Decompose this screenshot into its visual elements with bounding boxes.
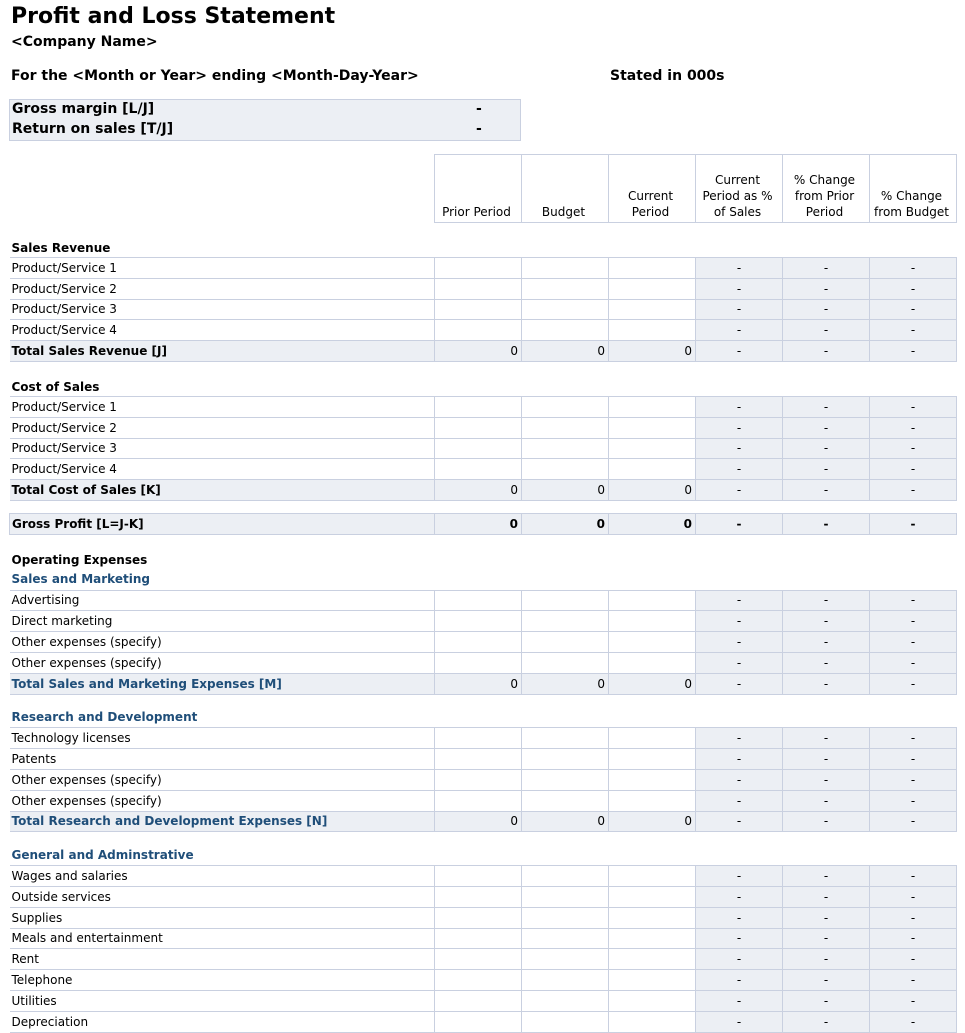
input-cell[interactable] — [435, 299, 522, 320]
input-cell[interactable] — [522, 790, 609, 811]
table-row — [10, 652, 957, 673]
summary-box — [9, 99, 521, 141]
pct-cell: - — [783, 728, 870, 749]
input-cell[interactable] — [609, 728, 696, 749]
input-cell[interactable] — [435, 928, 522, 949]
pct-cell: - — [783, 611, 870, 632]
pct-cell: - — [783, 652, 870, 673]
table-row — [10, 907, 957, 928]
input-cell[interactable] — [522, 928, 609, 949]
table-row — [10, 438, 957, 459]
pct-cell: - — [783, 341, 870, 362]
pct-cell: - — [696, 459, 783, 480]
pct-cell: - — [870, 907, 957, 928]
page-title: Profit and Loss Statement — [11, 4, 336, 29]
row-label[interactable]: Product/Service 2 — [10, 278, 435, 299]
pct-cell: - — [696, 299, 783, 320]
pct-cell: - — [696, 480, 783, 501]
pct-cell: - — [870, 970, 957, 991]
pl-table — [9, 154, 957, 1033]
gross-profit-value: 0 — [609, 513, 696, 534]
pct-cell: - — [783, 480, 870, 501]
table-row — [10, 590, 957, 611]
pct-cell: - — [783, 590, 870, 611]
table-row — [10, 396, 957, 417]
table-row — [10, 278, 957, 299]
input-cell[interactable] — [522, 299, 609, 320]
total-cost-of-sales — [10, 480, 957, 501]
pct-cell: - — [870, 299, 957, 320]
row-label[interactable]: Direct marketing — [10, 611, 435, 632]
table-row — [10, 1011, 957, 1032]
table-row — [10, 632, 957, 653]
input-cell[interactable] — [609, 652, 696, 673]
input-cell[interactable] — [435, 417, 522, 438]
pct-cell: - — [783, 886, 870, 907]
input-cell[interactable] — [609, 417, 696, 438]
pct-cell: - — [783, 811, 870, 832]
subsection-sales-marketing-label: Sales and Marketing — [11, 572, 150, 587]
pct-cell: - — [696, 673, 783, 694]
pct-cell: - — [783, 907, 870, 928]
return-on-sales-label: Return on sales [T/J] — [12, 121, 174, 137]
pct-cell: - — [696, 258, 783, 279]
pct-cell: - — [696, 417, 783, 438]
total-sales-marketing-value: 0 — [435, 673, 522, 694]
col-budget: Budget — [522, 155, 609, 223]
return-on-sales-value[interactable]: - — [476, 121, 482, 137]
pct-cell: - — [696, 790, 783, 811]
total-sales-revenue — [10, 341, 957, 362]
col-pct-of-sales: Current Period as % of Sales — [696, 155, 783, 223]
gross-profit-label: Gross Profit [L=J-K] — [10, 513, 435, 534]
subsection-general-admin — [10, 845, 957, 866]
pct-cell: - — [870, 611, 957, 632]
period-line[interactable]: For the <Month or Year> ending <Month-Day-Year> — [11, 68, 419, 84]
input-cell[interactable] — [609, 928, 696, 949]
subsection-general-admin-label: General and Adminstrative — [11, 847, 194, 862]
section-sales-revenue-label: Sales Revenue — [11, 241, 111, 255]
input-cell[interactable] — [609, 611, 696, 632]
pct-cell: - — [870, 632, 957, 653]
input-cell[interactable] — [609, 949, 696, 970]
table-row — [10, 728, 957, 749]
pct-cell: - — [870, 886, 957, 907]
input-cell[interactable] — [435, 438, 522, 459]
spacer-cell — [10, 832, 957, 845]
gross-margin-value[interactable]: - — [476, 101, 482, 117]
pct-cell: - — [870, 790, 957, 811]
input-cell[interactable] — [522, 590, 609, 611]
total-research-development-value: 0 — [522, 811, 609, 832]
subsection-research-development — [10, 707, 957, 728]
table-row — [10, 886, 957, 907]
row-label[interactable]: Product/Service 4 — [10, 320, 435, 341]
input-cell[interactable] — [522, 459, 609, 480]
input-cell[interactable] — [435, 1011, 522, 1032]
pct-cell: - — [783, 459, 870, 480]
pct-cell: - — [870, 769, 957, 790]
pct-cell: - — [696, 438, 783, 459]
pct-cell: - — [870, 728, 957, 749]
row-label[interactable]: Product/Service 3 — [10, 299, 435, 320]
input-cell[interactable] — [435, 886, 522, 907]
pct-cell: - — [696, 886, 783, 907]
table-row — [10, 990, 957, 1011]
pct-cell: - — [870, 866, 957, 887]
pct-cell: - — [696, 1011, 783, 1032]
input-cell[interactable] — [522, 1011, 609, 1032]
input-cell[interactable] — [522, 970, 609, 991]
table-row — [10, 949, 957, 970]
pct-cell: - — [870, 396, 957, 417]
pct-cell: - — [696, 769, 783, 790]
input-cell[interactable] — [522, 990, 609, 1011]
input-cell[interactable] — [609, 790, 696, 811]
col-change-prior: % Change from Prior Period — [783, 155, 870, 223]
input-cell[interactable] — [609, 866, 696, 887]
spacer-row — [10, 500, 957, 513]
pct-cell: - — [783, 278, 870, 299]
total-cost-of-sales-value: 0 — [609, 480, 696, 501]
col-prior-period: Prior Period — [435, 155, 522, 223]
pct-cell: - — [696, 278, 783, 299]
pct-cell: - — [783, 513, 870, 534]
input-cell[interactable] — [609, 590, 696, 611]
input-cell[interactable] — [522, 866, 609, 887]
spacer-row — [10, 832, 957, 845]
input-cell[interactable] — [522, 769, 609, 790]
row-label[interactable]: Product/Service 1 — [10, 258, 435, 279]
input-cell[interactable] — [435, 949, 522, 970]
input-cell[interactable] — [522, 438, 609, 459]
input-cell[interactable] — [435, 652, 522, 673]
col-current-period: Current Period — [609, 155, 696, 223]
pct-cell: - — [783, 258, 870, 279]
table-row — [10, 790, 957, 811]
input-cell[interactable] — [609, 278, 696, 299]
pct-cell: - — [870, 459, 957, 480]
row-label[interactable]: Other expenses (specify) — [10, 632, 435, 653]
pct-cell: - — [783, 970, 870, 991]
input-cell[interactable] — [522, 320, 609, 341]
pct-cell: - — [870, 278, 957, 299]
input-cell[interactable] — [522, 278, 609, 299]
table-row — [10, 928, 957, 949]
pct-cell: - — [783, 438, 870, 459]
pct-cell: - — [696, 396, 783, 417]
pct-cell: - — [783, 769, 870, 790]
pct-cell: - — [696, 749, 783, 770]
input-cell[interactable] — [522, 611, 609, 632]
subsection-sales-marketing — [10, 569, 957, 590]
row-label[interactable]: Product/Service 1 — [10, 396, 435, 417]
table-row — [10, 866, 957, 887]
table-row — [10, 970, 957, 991]
total-sales-marketing-label: Total Sales and Marketing Expenses [M] — [10, 673, 435, 694]
input-cell[interactable] — [609, 632, 696, 653]
total-research-development — [10, 811, 957, 832]
table-row — [10, 611, 957, 632]
input-cell[interactable] — [609, 299, 696, 320]
row-label[interactable]: Product/Service 4 — [10, 459, 435, 480]
row-label[interactable]: Utilities — [10, 990, 435, 1011]
input-cell[interactable] — [435, 728, 522, 749]
row-label[interactable]: Depreciation — [10, 1011, 435, 1032]
input-cell[interactable] — [435, 632, 522, 653]
table-row — [10, 299, 957, 320]
pct-cell: - — [783, 1011, 870, 1032]
spacer-row — [10, 694, 957, 707]
input-cell[interactable] — [522, 396, 609, 417]
pct-cell: - — [870, 341, 957, 362]
input-cell[interactable] — [522, 258, 609, 279]
total-sales-marketing — [10, 673, 957, 694]
input-cell[interactable] — [609, 749, 696, 770]
pct-cell: - — [783, 990, 870, 1011]
table-row — [10, 459, 957, 480]
input-cell[interactable] — [609, 907, 696, 928]
total-sales-marketing-value: 0 — [609, 673, 696, 694]
gross-profit-row — [10, 513, 957, 534]
input-cell[interactable] — [435, 769, 522, 790]
row-label[interactable]: Meals and entertainment — [10, 928, 435, 949]
section-cost-of-sales-label: Cost of Sales — [11, 379, 100, 394]
input-cell[interactable] — [522, 417, 609, 438]
pct-cell: - — [870, 811, 957, 832]
gross-margin-row — [10, 100, 520, 120]
row-label[interactable]: Product/Service 3 — [10, 438, 435, 459]
header-blank — [10, 155, 435, 223]
company-name[interactable]: <Company Name> — [11, 34, 158, 50]
pct-cell: - — [870, 652, 957, 673]
total-sales-revenue-value: 0 — [522, 341, 609, 362]
pct-cell: - — [870, 749, 957, 770]
table-row — [10, 769, 957, 790]
total-cost-of-sales-value: 0 — [435, 480, 522, 501]
pct-cell: - — [696, 611, 783, 632]
row-label[interactable]: Rent — [10, 949, 435, 970]
input-cell[interactable] — [435, 611, 522, 632]
pct-cell: - — [696, 907, 783, 928]
total-cost-of-sales-label: Total Cost of Sales [K] — [10, 480, 435, 501]
input-cell[interactable] — [435, 970, 522, 991]
pct-cell: - — [783, 749, 870, 770]
input-cell[interactable] — [609, 258, 696, 279]
input-cell[interactable] — [609, 1011, 696, 1032]
pct-cell: - — [783, 299, 870, 320]
total-sales-revenue-value: 0 — [435, 341, 522, 362]
input-cell[interactable] — [435, 278, 522, 299]
total-sales-revenue-label: Total Sales Revenue [J] — [10, 341, 435, 362]
total-sales-marketing-value: 0 — [522, 673, 609, 694]
row-label[interactable]: Advertising — [10, 590, 435, 611]
input-cell[interactable] — [522, 949, 609, 970]
pct-cell: - — [783, 417, 870, 438]
pct-cell: - — [870, 513, 957, 534]
table-row — [10, 258, 957, 279]
input-cell[interactable] — [435, 907, 522, 928]
input-cell[interactable] — [522, 652, 609, 673]
spacer-cell — [10, 694, 957, 707]
row-label[interactable]: Product/Service 2 — [10, 417, 435, 438]
pct-cell: - — [870, 480, 957, 501]
input-cell[interactable] — [435, 320, 522, 341]
input-cell[interactable] — [609, 320, 696, 341]
gross-profit-value: 0 — [435, 513, 522, 534]
row-label[interactable]: Technology licenses — [10, 728, 435, 749]
pct-cell: - — [870, 928, 957, 949]
section-sales-revenue — [10, 223, 957, 258]
pct-cell: - — [870, 320, 957, 341]
table-row — [10, 749, 957, 770]
pct-cell: - — [783, 949, 870, 970]
section-operating-expenses-label: Operating Expenses — [11, 553, 148, 568]
input-cell[interactable] — [435, 396, 522, 417]
pct-cell: - — [870, 1011, 957, 1032]
col-change-budget: % Change from Budget — [870, 155, 957, 223]
stated-units: Stated in 000s — [610, 68, 725, 84]
total-research-development-value: 0 — [435, 811, 522, 832]
total-research-development-label: Total Research and Development Expenses [N] — [10, 811, 435, 832]
pct-cell: - — [696, 632, 783, 653]
input-cell[interactable] — [522, 632, 609, 653]
pct-cell: - — [696, 949, 783, 970]
row-label[interactable]: Other expenses (specify) — [10, 652, 435, 673]
total-sales-revenue-value: 0 — [609, 341, 696, 362]
pct-cell: - — [783, 866, 870, 887]
pct-cell: - — [696, 652, 783, 673]
pct-cell: - — [783, 790, 870, 811]
gross-profit-value: 0 — [522, 513, 609, 534]
pct-cell: - — [870, 990, 957, 1011]
row-label[interactable]: Telephone — [10, 970, 435, 991]
spacer-cell — [10, 500, 957, 513]
pct-cell: - — [696, 320, 783, 341]
input-cell[interactable] — [522, 907, 609, 928]
input-cell[interactable] — [609, 990, 696, 1011]
input-cell[interactable] — [435, 590, 522, 611]
section-operating-expenses — [10, 534, 957, 569]
input-cell[interactable] — [435, 258, 522, 279]
section-cost-of-sales — [10, 361, 957, 396]
total-cost-of-sales-value: 0 — [522, 480, 609, 501]
row-label[interactable]: Other expenses (specify) — [10, 790, 435, 811]
input-cell[interactable] — [435, 790, 522, 811]
pct-cell: - — [783, 673, 870, 694]
row-label[interactable]: Wages and salaries — [10, 866, 435, 887]
pct-cell: - — [696, 866, 783, 887]
return-on-sales-row — [10, 120, 520, 140]
subsection-research-development-label: Research and Development — [11, 710, 198, 725]
pct-cell: - — [870, 949, 957, 970]
input-cell[interactable] — [435, 990, 522, 1011]
total-research-development-value: 0 — [609, 811, 696, 832]
pct-cell: - — [696, 811, 783, 832]
pct-cell: - — [870, 438, 957, 459]
input-cell[interactable] — [609, 970, 696, 991]
pct-cell: - — [783, 396, 870, 417]
pct-cell: - — [870, 258, 957, 279]
input-cell[interactable] — [522, 728, 609, 749]
pct-cell: - — [783, 632, 870, 653]
pct-cell: - — [696, 928, 783, 949]
pct-cell: - — [696, 728, 783, 749]
pct-cell: - — [696, 513, 783, 534]
pct-cell: - — [870, 673, 957, 694]
pct-cell: - — [783, 928, 870, 949]
input-cell[interactable] — [609, 438, 696, 459]
pct-cell: - — [696, 990, 783, 1011]
table-row — [10, 417, 957, 438]
input-cell[interactable] — [435, 866, 522, 887]
input-cell[interactable] — [522, 749, 609, 770]
input-cell[interactable] — [609, 886, 696, 907]
input-cell[interactable] — [609, 769, 696, 790]
input-cell[interactable] — [435, 459, 522, 480]
pct-cell: - — [696, 590, 783, 611]
pct-cell: - — [696, 341, 783, 362]
row-label[interactable]: Patents — [10, 749, 435, 770]
table-row — [10, 320, 957, 341]
gross-margin-label: Gross margin [L/J] — [12, 101, 155, 117]
column-header-row — [10, 155, 957, 223]
row-label[interactable]: Other expenses (specify) — [10, 769, 435, 790]
input-cell[interactable] — [435, 749, 522, 770]
input-cell[interactable] — [522, 886, 609, 907]
pct-cell: - — [696, 970, 783, 991]
pct-cell: - — [783, 320, 870, 341]
input-cell[interactable] — [609, 396, 696, 417]
row-label[interactable]: Outside services — [10, 886, 435, 907]
row-label[interactable]: Supplies — [10, 907, 435, 928]
pct-cell: - — [870, 417, 957, 438]
pct-cell: - — [870, 590, 957, 611]
input-cell[interactable] — [609, 459, 696, 480]
